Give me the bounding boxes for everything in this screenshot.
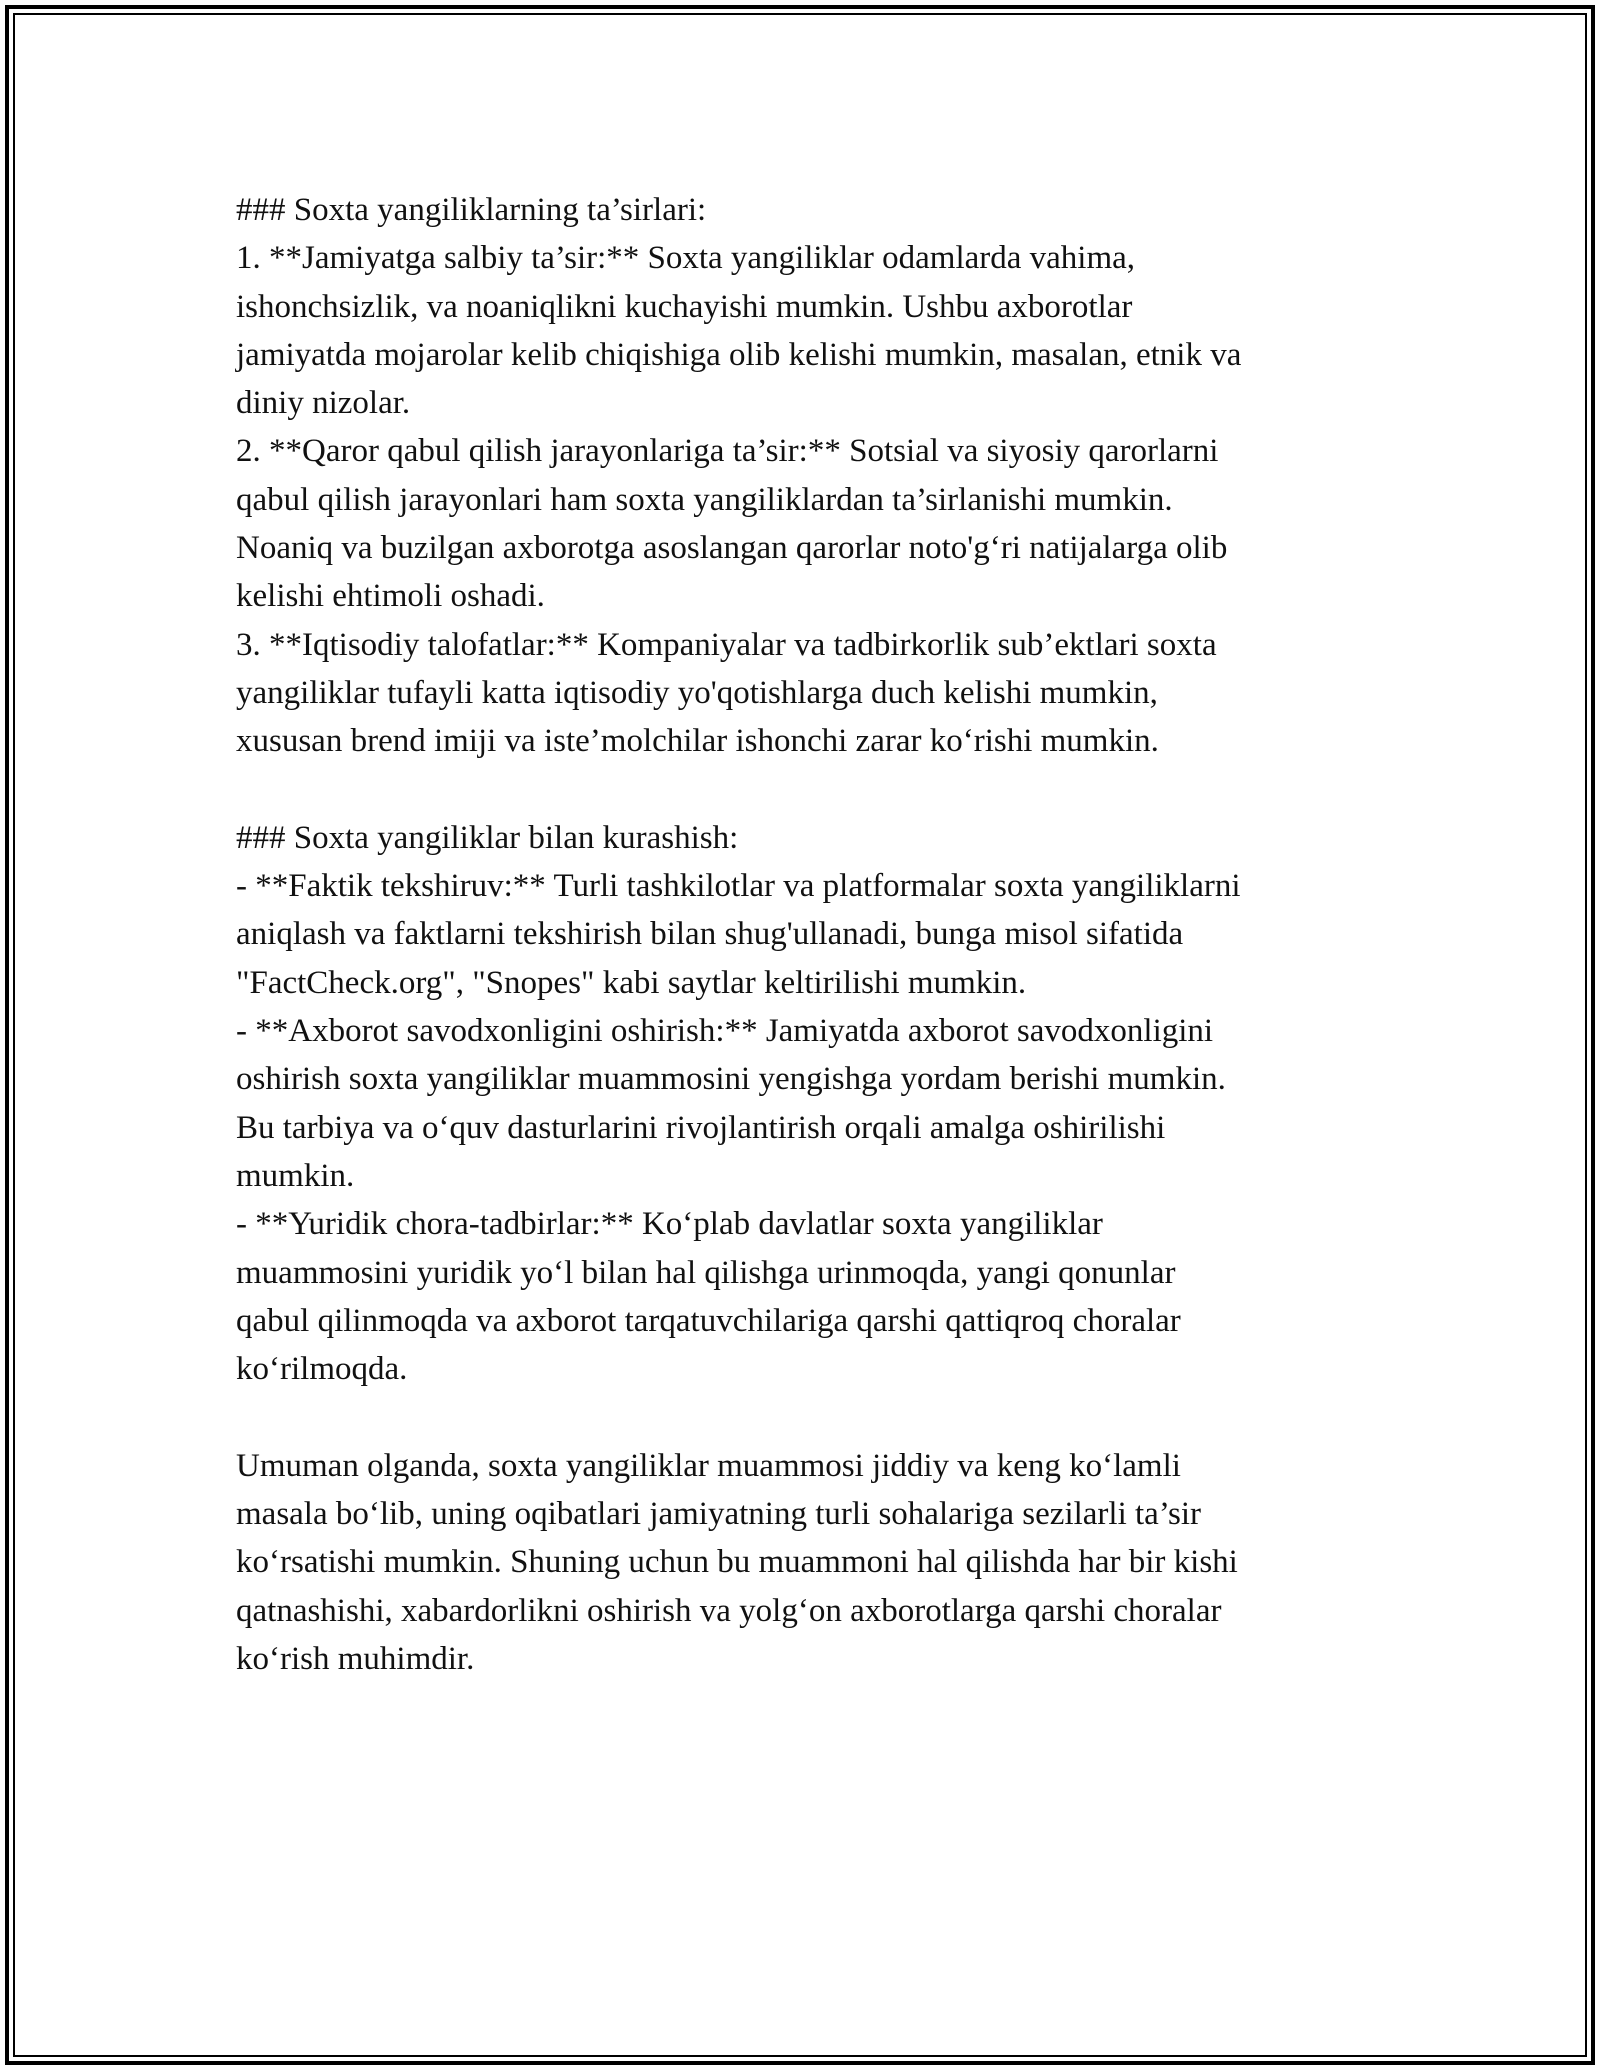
list-item-line: kelishi ehtimoli oshadi.	[236, 578, 545, 615]
section-heading: ### Soxta yangiliklarning ta’sirlari:	[236, 192, 707, 228]
conclusion-paragraph	[236, 1442, 1376, 1683]
list-item-line: Bu tarbiya va o‘quv dasturlarini rivojlantirish orqali amalga oshirilishi	[236, 1109, 1166, 1146]
list-item	[236, 621, 1376, 766]
section-effects	[236, 186, 1376, 766]
list-item-line: jamiyatda mojarolar kelib chiqishiga olib kelishi mumkin, masalan, etnik va	[236, 336, 1242, 373]
paragraph-line: Umuman olganda, soxta yangiliklar muammosi jiddiy va keng ko‘lamli	[236, 1447, 1181, 1484]
list-item	[236, 234, 1376, 427]
list-item	[236, 1200, 1376, 1393]
section-countermeasures	[236, 814, 1376, 1394]
list-item-line: - **Axborot savodxonligini oshirish:** Jamiyatda axborot savodxonligini	[236, 1013, 1214, 1050]
section-heading: ### Soxta yangiliklar bilan kurashish:	[236, 819, 739, 856]
list-item-line: "FactCheck.org", "Snopes" kabi saytlar keltirilishi mumkin.	[236, 964, 1027, 1001]
list-item-line: aniqlash va faktlarni tekshirish bilan shug'ullanadi, bunga misol sifatida	[236, 916, 1184, 953]
list-item-line: - **Faktik tekshiruv:** Turli tashkilotlar va platformalar soxta yangiliklarni	[236, 868, 1241, 905]
list-item-line: oshirish soxta yangiliklar muammosini yengishga yordam berishi mumkin.	[236, 1061, 1226, 1098]
list-item-line: 2. **Qaror qabul qilish jarayonlariga ta’sir:** Sotsial va siyosiy qarorlarni	[236, 433, 1219, 470]
list-item-line: mumkin.	[236, 1157, 355, 1194]
paragraph-line: masala bo‘lib, uning oqibatlari jamiyatning turli sohalariga sezilarli ta’sir	[236, 1496, 1201, 1533]
document-body	[236, 186, 1376, 1683]
list-item-line: - **Yuridik chora-tadbirlar:** Ko‘plab davlatlar soxta yangiliklar	[236, 1206, 1103, 1243]
paragraph-spacer	[236, 766, 1376, 814]
list-item-line: 1. **Jamiyatga salbiy ta’sir:** Soxta yangiliklar odamlarda vahima,	[236, 240, 1136, 277]
list-item-line: muammosini yuridik yo‘l bilan hal qilishga urinmoqda, yangi qonunlar	[236, 1254, 1176, 1291]
list-item-line: 3. **Iqtisodiy talofatlar:** Kompaniyalar va tadbirkorlik sub’ektlari soxta	[236, 626, 1217, 663]
paragraph-spacer	[236, 1393, 1376, 1441]
list-item-line: yangiliklar tufayli katta iqtisodiy yo'qotishlarga duch kelishi mumkin,	[236, 674, 1158, 711]
paragraph-line: qatnashishi, xabardorlikni oshirish va yolg‘on axborotlarga qarshi choralar	[236, 1592, 1222, 1629]
list-item-line: Noaniq va buzilgan axborotga asoslangan qarorlar noto'g‘ri natijalarga olib	[236, 530, 1228, 567]
paragraph-line: ko‘rsatishi mumkin. Shuning uchun bu muammoni hal qilishda har bir kishi	[236, 1544, 1238, 1581]
list-item-line: xususan brend imiji va iste’molchilar ishonchi zarar ko‘rishi mumkin.	[236, 723, 1159, 760]
list-item-line: diniy nizolar.	[236, 385, 411, 422]
list-item-line: qabul qilinmoqda va axborot tarqatuvchilariga qarshi qattiqroq choralar	[236, 1302, 1181, 1339]
list-item-line: ishonchsizlik, va noaniqlikni kuchayishi mumkin. Ushbu axborotlar	[236, 288, 1133, 325]
paragraph-line: ko‘rish muhimdir.	[236, 1640, 475, 1677]
list-item	[236, 862, 1376, 1007]
list-item	[236, 1007, 1376, 1200]
list-item-line: ko‘rilmoqda.	[236, 1351, 408, 1388]
list-item	[236, 427, 1376, 620]
list-item-line: qabul qilish jarayonlari ham soxta yangiliklardan ta’sirlanishi mumkin.	[236, 481, 1173, 518]
